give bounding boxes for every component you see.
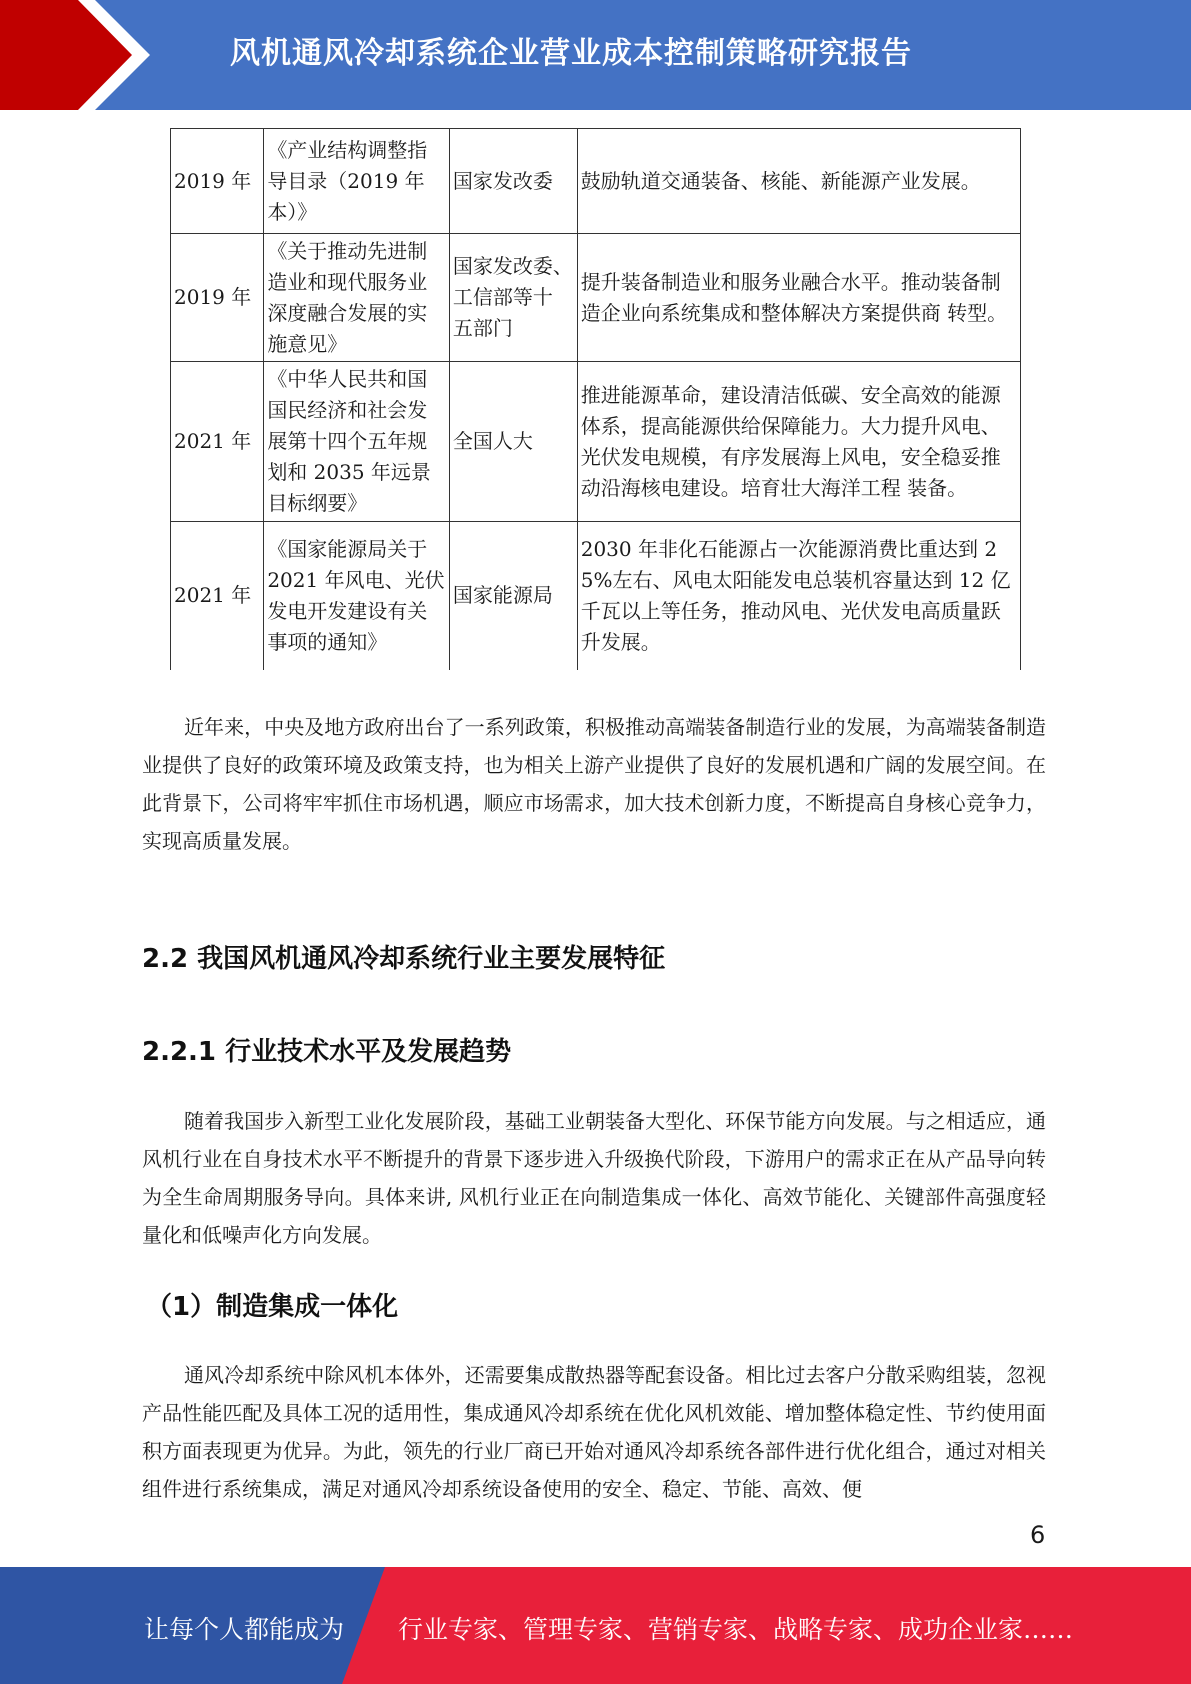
table-row — [171, 129, 1021, 234]
cell-document: 《关于推动先进制造业和现代服务业深度融合发展的实施意见》 — [264, 234, 450, 362]
cell-issuer: 国家能源局 — [449, 522, 577, 670]
policy-table — [170, 128, 1021, 670]
subsection-heading: 2.2.1 行业技术水平及发展趋势 — [142, 1037, 512, 1067]
table-row — [171, 522, 1021, 670]
cell-content: 提升装备制造业和服务业融合水平。推动装备制造企业向系统集成和整体解决方案提供商 转型。 — [577, 234, 1020, 362]
cell-issuer: 国家发改委、 工信部等十 五部门 — [449, 234, 577, 362]
cell-document: 《中华人民共和国国民经济和社会发展第十四个五年规划和 2035 年远景目标纲要》 — [264, 362, 450, 522]
item-heading: （1）制造集成一体化 — [146, 1292, 399, 1322]
footer-slogan-left: 让每个人都能成为 — [144, 1615, 345, 1644]
cell-year: 2019 年 — [171, 129, 264, 234]
cell-content: 推进能源革命，建设清洁低碳、安全高效的能源体系，提高能源供给保障能力。大力提升风电、光伏发电规模，有序发展海上风电，安全稳妥推动沿海核电建设。培育壮大海洋工程 装备。 — [577, 362, 1020, 522]
section-heading: 2.2 我国风机通风冷却系统行业主要发展特征 — [142, 944, 666, 974]
page-number: 6 — [1030, 1521, 1046, 1549]
cell-issuer: 国家发改委 — [449, 129, 577, 234]
body-paragraph: 近年来，中央及地方政府出台了一系列政策，积极推动高端装备制造行业的发展，为高端装备制造业提供了良好的政策环境及政策支持，也为相关上游产业提供了良好的发展机遇和广阔的发展空间。在此背景下，公司将牢牢抓住市场机遇，顺应市场需求，加大技术创新力度，不断提高自身核心竞争力，实现高质量发展。 — [142, 715, 1046, 853]
cell-year: 2021 年 — [171, 522, 264, 670]
page-footer — [0, 1567, 1191, 1684]
cell-document: 《产业结构调整指导目录（2019 年本）》 — [264, 129, 450, 234]
report-title: 风机通风冷却系统企业营业成本控制策略研究报告 — [230, 36, 912, 71]
cell-document: 《国家能源局关于 2021 年风电、光伏发电开发建设有关事项的通知》 — [264, 522, 450, 670]
cell-issuer: 全国人大 — [449, 362, 577, 522]
page-header — [0, 0, 1191, 110]
footer-slogan-right: 行业专家、管理专家、营销专家、战略专家、成功企业家…… — [398, 1615, 1074, 1644]
body-paragraph: 随着我国步入新型工业化发展阶段，基础工业朝装备大型化、环保节能方向发展。与之相适应，通风机行业在自身技术水平不断提升的背景下逐步进入升级换代阶段，下游用户的需求正在从产品导向转为全生命周期服务导向。具体来讲, 风机行业正在向制造集成一体化、高效节能化、关键部件高强度轻量化和低噪声化方向发展。 — [142, 1109, 1046, 1247]
body-paragraph: 通风冷却系统中除风机本体外，还需要集成散热器等配套设备。相比过去客户分散采购组装，忽视产品性能匹配及具体工况的适用性，集成通风冷却系统在优化风机效能、增加整体稳定性、节约使用面积方面表现更为优异。为此，领先的行业厂商已开始对通风冷却系统各部件进行优化组合，通过对相关组件进行系统集成，满足对通风冷却系统设备使用的安全、稳定、节能、高效、便 — [142, 1363, 1046, 1501]
cell-year: 2021 年 — [171, 362, 264, 522]
cell-year: 2019 年 — [171, 234, 264, 362]
table-row — [171, 362, 1021, 522]
cell-content: 鼓励轨道交通装备、核能、新能源产业发展。 — [577, 129, 1020, 234]
cell-content: 2030 年非化石能源占一次能源消费比重达到 25%左右、风电太阳能发电总装机容量达到 12 亿千瓦以上等任务，推动风电、光伏发电高质量跃升发展。 — [577, 522, 1020, 670]
table-row — [171, 234, 1021, 362]
